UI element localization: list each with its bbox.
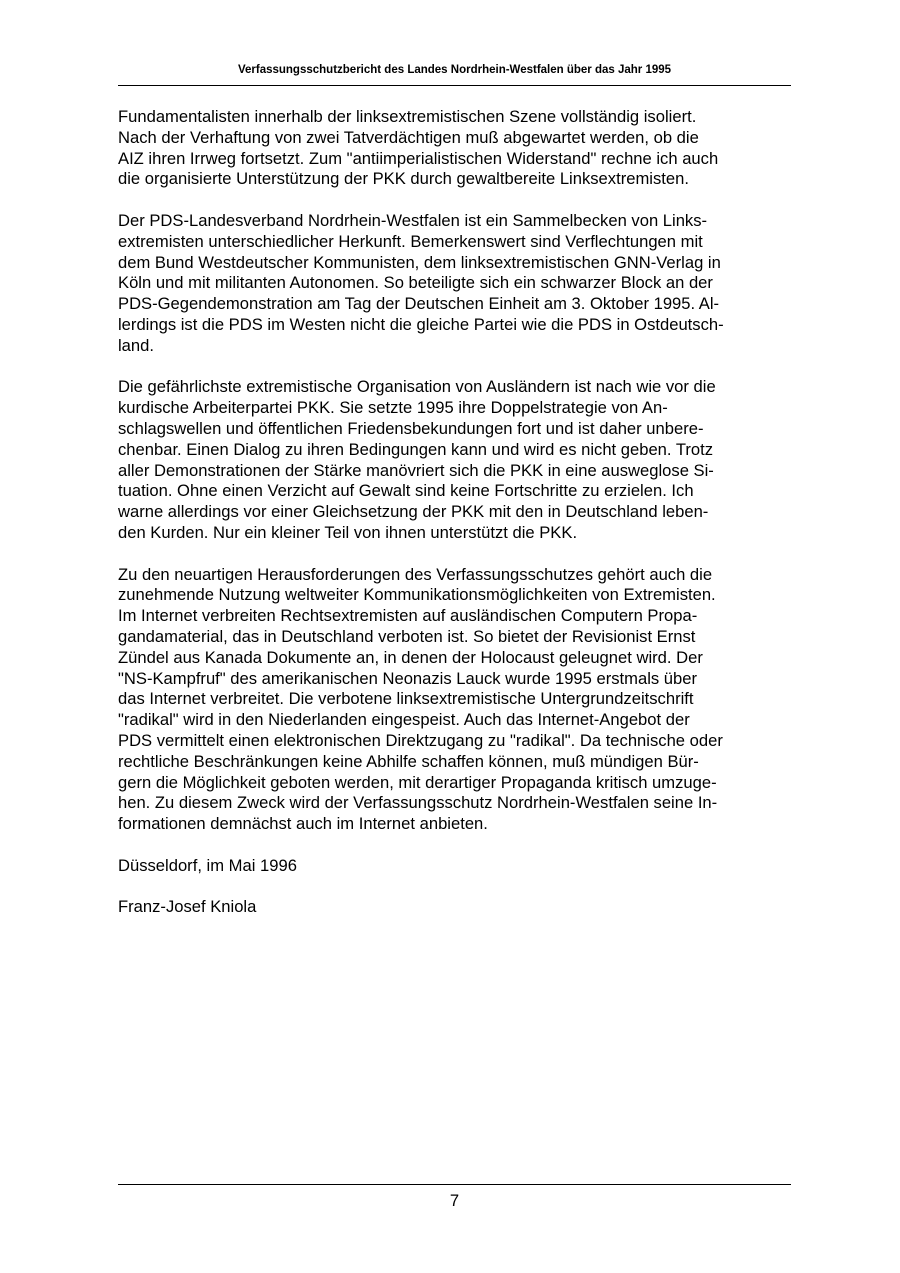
- text-line: kurdische Arbeiterpartei PKK. Sie setzte 1995 ihre Doppelstrategie von An-: [118, 398, 668, 418]
- text-line: "NS-Kampfruf" des amerikanischen Neonazis Lauck wurde 1995 erstmals über: [118, 668, 698, 688]
- page-number: 7: [449, 1191, 460, 1210]
- text-line: dem Bund Westdeutscher Kommunisten, dem linksextremistischen GNN-Verlag in: [118, 252, 721, 272]
- text-line: Nach der Verhaftung von zwei Tatverdächtigen muß abgewartet werden, ob die: [118, 127, 699, 147]
- text-line: extremisten unterschiedlicher Herkunft. Bemerkenswert sind Verflechtungen mit: [118, 231, 703, 251]
- text-line: lerdings ist die PDS im Westen nicht die gleiche Partei wie die PDS in Ostdeutsch-: [118, 314, 724, 334]
- text-line: PDS-Gegendemonstration am Tag der Deutschen Einheit am 3. Oktober 1995. Al-: [118, 294, 720, 314]
- document-body: [118, 107, 784, 939]
- text-line: chenbar. Einen Dialog zu ihren Bedingungen kann und wird es nicht geben. Trotz: [118, 439, 714, 459]
- text-line: das Internet verbreitet. Die verbotene linksextremistische Untergrundzeitschrift: [118, 689, 694, 709]
- text-line: PDS vermittelt einen elektronischen Direktzugang zu "radikal". Da technische oder: [118, 730, 723, 750]
- text-line: warne allerdings vor einer Gleichsetzung der PKK mit den in Deutschland leben-: [118, 502, 709, 522]
- place-date: [118, 856, 784, 877]
- header-divider: [118, 85, 791, 86]
- text-line: Die gefährlichste extremistische Organisation von Ausländern ist nach wie vor die: [118, 377, 716, 397]
- text-line: Köln und mit militanten Autonomen. So beteiligte sich ein schwarzer Block an der: [118, 273, 713, 293]
- page-header: Verfassungsschutzbericht des Landes Nordrhein-Westfalen über das Jahr 1995: [237, 64, 672, 76]
- text-line: den Kurden. Nur ein kleiner Teil von ihnen unterstützt die PKK.: [118, 522, 578, 542]
- text-line: tuation. Ohne einen Verzicht auf Gewalt sind keine Fortschritte zu erzielen. Ich: [118, 481, 694, 501]
- signature-name: Franz-Josef Kniola: [118, 897, 257, 917]
- footer-divider: [118, 1184, 791, 1185]
- place-date-text: Düsseldorf, im Mai 1996: [118, 855, 297, 875]
- text-line: land.: [118, 335, 154, 355]
- text-line: "radikal" wird in den Niederlanden eingespeist. Auch das Internet-Angebot der: [118, 710, 690, 730]
- text-line: aller Demonstrationen der Stärke manövriert sich die PKK in eine ausweglose Si-: [118, 460, 714, 480]
- text-line: rechtliche Beschränkungen keine Abhilfe schaffen können, muß mündigen Bür-: [118, 751, 699, 771]
- text-line: schlagswellen und öffentlichen Friedensbekundungen fort und ist daher unbere-: [118, 418, 704, 438]
- text-line: formationen demnächst auch im Internet anbieten.: [118, 814, 488, 834]
- paragraph-pkk: [118, 377, 784, 543]
- text-line: gern die Möglichkeit geboten werden, mit derartiger Propaganda kritisch umzuge-: [118, 772, 717, 792]
- text-line: Zündel aus Kanada Dokumente an, in denen der Holocaust geleugnet wird. Der: [118, 647, 703, 667]
- text-line: AIZ ihren Irrweg fortsetzt. Zum "antiimperialistischen Widerstand" rechne ich auch: [118, 148, 719, 168]
- paragraph-aiz-pkk: [118, 107, 784, 190]
- text-line: zunehmende Nutzung weltweiter Kommunikationsmöglichkeiten von Extremisten.: [118, 585, 716, 605]
- paragraph-pds: [118, 211, 784, 357]
- text-line: Im Internet verbreiten Rechtsextremisten auf ausländischen Computern Propa-: [118, 606, 698, 626]
- text-line: Fundamentalisten innerhalb der linksextremistischen Szene vollständig isoliert.: [118, 107, 697, 126]
- paragraph-internet: [118, 565, 784, 835]
- text-line: die organisierte Unterstützung der PKK durch gewaltbereite Linksextremisten.: [118, 169, 689, 189]
- text-line: gandamaterial, das in Deutschland verboten ist. So bietet der Revisionist Ernst: [118, 626, 696, 646]
- signature: [118, 897, 784, 918]
- text-line: Der PDS-Landesverband Nordrhein-Westfalen ist ein Sammelbecken von Links-: [118, 210, 708, 230]
- text-line: hen. Zu diesem Zweck wird der Verfassungsschutz Nordrhein-Westfalen seine In-: [118, 793, 718, 813]
- text-line: Zu den neuartigen Herausforderungen des Verfassungsschutzes gehört auch die: [118, 564, 713, 584]
